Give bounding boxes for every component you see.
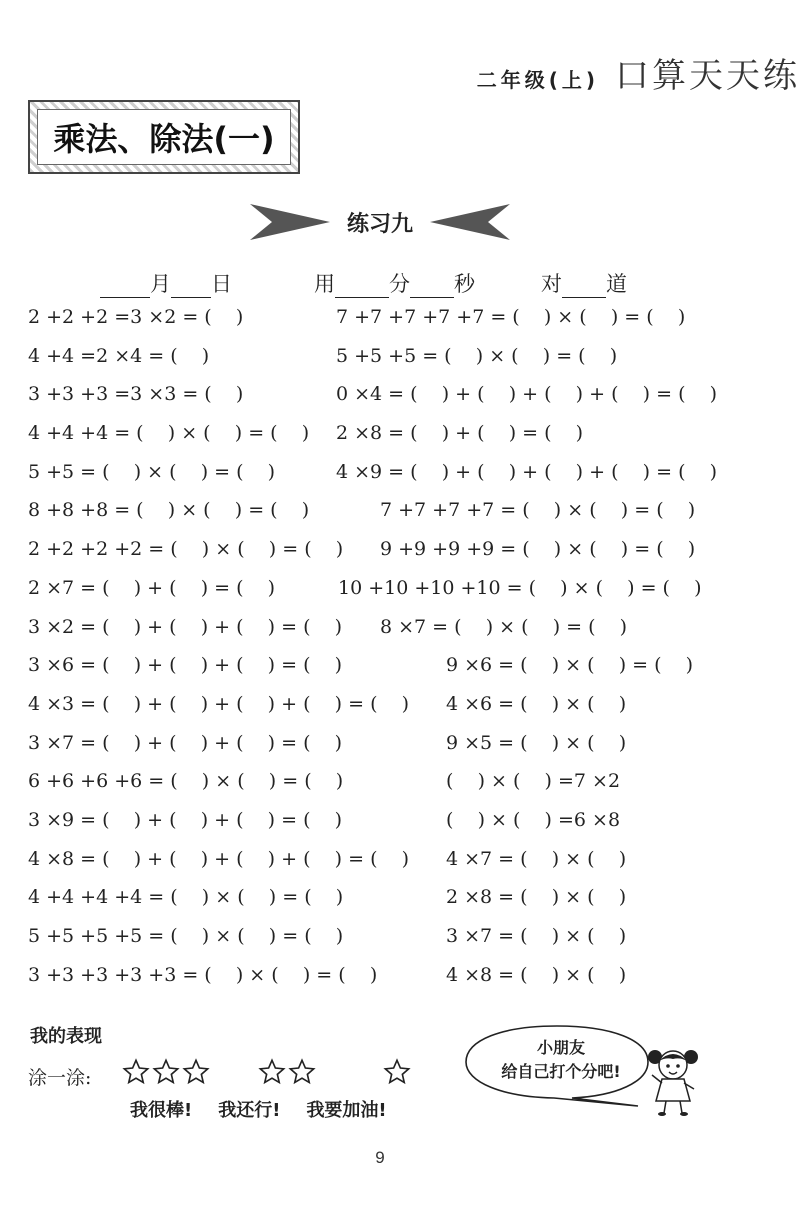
problem-right[interactable]: 3 ×7 = ( ) × ( ) xyxy=(446,925,627,947)
problem-row xyxy=(28,493,788,532)
problem-right[interactable]: 2 ×8 = ( ) + ( ) = ( ) xyxy=(336,422,584,445)
star-icon[interactable] xyxy=(383,1058,411,1086)
minute-blank[interactable] xyxy=(335,273,389,298)
problem-left[interactable]: 4 +4 +4 +4 = ( ) × ( ) = ( ) xyxy=(28,886,344,909)
problem-row xyxy=(28,339,788,378)
problem-left[interactable]: 3 ×9 = ( ) + ( ) + ( ) = ( ) xyxy=(28,808,343,831)
problem-row xyxy=(28,532,788,571)
problem-right[interactable]: 4 ×6 = ( ) × ( ) xyxy=(446,692,627,715)
problem-right[interactable]: 4 ×7 = ( ) × ( ) xyxy=(446,847,627,870)
exercise-banner xyxy=(250,200,510,244)
problem-row xyxy=(28,687,788,726)
day-label: 日 xyxy=(211,272,232,296)
star-icon[interactable] xyxy=(122,1058,150,1086)
problem-row xyxy=(28,455,788,494)
right-arrow-icon xyxy=(430,200,510,244)
problem-right[interactable]: 9 +9 +9 +9 = ( ) × ( ) = ( ) xyxy=(380,538,696,561)
problem-right[interactable]: 2 ×8 = ( ) × ( ) xyxy=(446,886,627,909)
problem-right[interactable]: 7 +7 +7 +7 +7 = ( ) × ( ) = ( ) xyxy=(336,306,686,328)
time-field xyxy=(314,268,475,298)
problem-left[interactable]: 4 ×8 = ( ) + ( ) + ( ) + ( ) = ( ) xyxy=(28,847,410,870)
month-blank[interactable] xyxy=(100,273,150,298)
correct-blank[interactable] xyxy=(562,273,606,298)
problem-left[interactable]: 5 +5 +5 +5 = ( ) × ( ) = ( ) xyxy=(28,925,344,947)
page-header xyxy=(477,48,800,97)
score-field xyxy=(541,268,627,298)
problem-right[interactable]: 9 ×6 = ( ) × ( ) = ( ) xyxy=(446,654,694,677)
rating-labels xyxy=(130,1096,387,1122)
problem-left[interactable]: 3 +3 +3 =3 ×3 = ( ) xyxy=(28,383,244,406)
star-icon[interactable] xyxy=(152,1058,180,1086)
girl-cartoon-icon xyxy=(646,1045,700,1117)
star-icon[interactable] xyxy=(288,1058,316,1086)
page-number: 9 xyxy=(375,1148,385,1167)
problem-row xyxy=(28,958,788,997)
problem-right[interactable]: ( ) × ( ) =7 ×2 xyxy=(446,770,621,793)
problem-row xyxy=(28,648,788,687)
second-label: 秒 xyxy=(454,272,475,296)
record-line xyxy=(100,264,740,298)
problem-left[interactable]: 2 +2 +2 =3 ×2 = ( ) xyxy=(28,306,244,328)
three-star-group[interactable] xyxy=(122,1058,210,1086)
exercise-title: 练习九 xyxy=(346,211,413,237)
questions-label: 道 xyxy=(606,272,627,296)
day-blank[interactable] xyxy=(171,273,211,298)
minute-label: 分 xyxy=(389,272,410,296)
problem-row xyxy=(28,726,788,765)
rating-try-harder: 我要加油! xyxy=(306,1100,387,1121)
problem-left[interactable]: 3 ×7 = ( ) + ( ) + ( ) = ( ) xyxy=(28,731,343,754)
section-title: 乘法、除法(一) xyxy=(37,109,291,165)
problem-list xyxy=(28,300,788,996)
problem-row xyxy=(28,842,788,881)
color-label: 涂一涂: xyxy=(28,1067,92,1089)
star-icon[interactable] xyxy=(182,1058,210,1086)
problem-right[interactable]: 9 ×5 = ( ) × ( ) xyxy=(446,731,627,754)
problem-left[interactable]: 4 ×3 = ( ) + ( ) + ( ) + ( ) = ( ) xyxy=(28,692,410,715)
problem-left[interactable]: 3 +3 +3 +3 +3 = ( ) × ( ) = ( ) xyxy=(28,963,378,986)
problem-right[interactable]: 5 +5 +5 = ( ) × ( ) = ( ) xyxy=(336,344,618,367)
problem-left[interactable]: 2 ×7 = ( ) + ( ) = ( ) xyxy=(28,576,276,599)
two-star-group[interactable] xyxy=(258,1058,316,1086)
section-title-box xyxy=(28,100,300,174)
problem-right[interactable]: 4 ×8 = ( ) × ( ) xyxy=(446,963,627,986)
use-label: 用 xyxy=(314,272,335,296)
date-field xyxy=(100,268,232,298)
one-star-group[interactable] xyxy=(383,1058,411,1086)
correct-label: 对 xyxy=(541,272,562,296)
month-label: 月 xyxy=(150,272,171,296)
problem-row xyxy=(28,416,788,455)
bubble-line-2: 给自己打个分吧! xyxy=(501,1062,621,1081)
problem-left[interactable]: 4 +4 +4 = ( ) × ( ) = ( ) xyxy=(28,422,310,445)
second-blank[interactable] xyxy=(410,273,454,298)
problem-row xyxy=(28,377,788,416)
problem-right[interactable]: 7 +7 +7 +7 = ( ) × ( ) = ( ) xyxy=(380,499,696,522)
problem-left[interactable]: 8 +8 +8 = ( ) × ( ) = ( ) xyxy=(28,499,310,522)
problem-right[interactable]: 4 ×9 = ( ) + ( ) + ( ) + ( ) = ( ) xyxy=(336,460,718,483)
problem-row xyxy=(28,610,788,649)
problem-left[interactable]: 4 +4 =2 ×4 = ( ) xyxy=(28,344,210,367)
problem-right[interactable]: 8 ×7 = ( ) × ( ) = ( ) xyxy=(380,615,628,638)
problem-left[interactable]: 5 +5 = ( ) × ( ) = ( ) xyxy=(28,460,276,483)
bubble-text xyxy=(476,1036,646,1084)
bubble-line-1: 小朋友 xyxy=(536,1038,585,1057)
left-arrow-icon xyxy=(250,200,330,244)
problem-row xyxy=(28,919,788,958)
problem-left[interactable]: 3 ×6 = ( ) + ( ) + ( ) = ( ) xyxy=(28,654,343,677)
performance-title: 我的表现 xyxy=(30,1026,102,1047)
rating-great: 我很棒! xyxy=(130,1100,193,1121)
problem-right[interactable]: 10 +10 +10 +10 = ( ) × ( ) = ( ) xyxy=(338,576,702,599)
rating-ok: 我还行! xyxy=(218,1100,281,1121)
problem-row xyxy=(28,880,788,919)
problem-row xyxy=(28,571,788,610)
problem-row xyxy=(28,803,788,842)
grade-label: 二年级(上) xyxy=(476,68,599,92)
problem-right[interactable]: 0 ×4 = ( ) + ( ) + ( ) + ( ) = ( ) xyxy=(336,383,718,406)
problem-left[interactable]: 6 +6 +6 +6 = ( ) × ( ) = ( ) xyxy=(28,770,344,793)
problem-left[interactable]: 3 ×2 = ( ) + ( ) + ( ) = ( ) xyxy=(28,615,343,638)
problem-row xyxy=(28,300,788,339)
series-title: 口算天天练 xyxy=(615,56,800,96)
problem-row xyxy=(28,764,788,803)
star-icon[interactable] xyxy=(258,1058,286,1086)
problem-left[interactable]: 2 +2 +2 +2 = ( ) × ( ) = ( ) xyxy=(28,538,344,561)
problem-right[interactable]: ( ) × ( ) =6 ×8 xyxy=(446,808,621,831)
